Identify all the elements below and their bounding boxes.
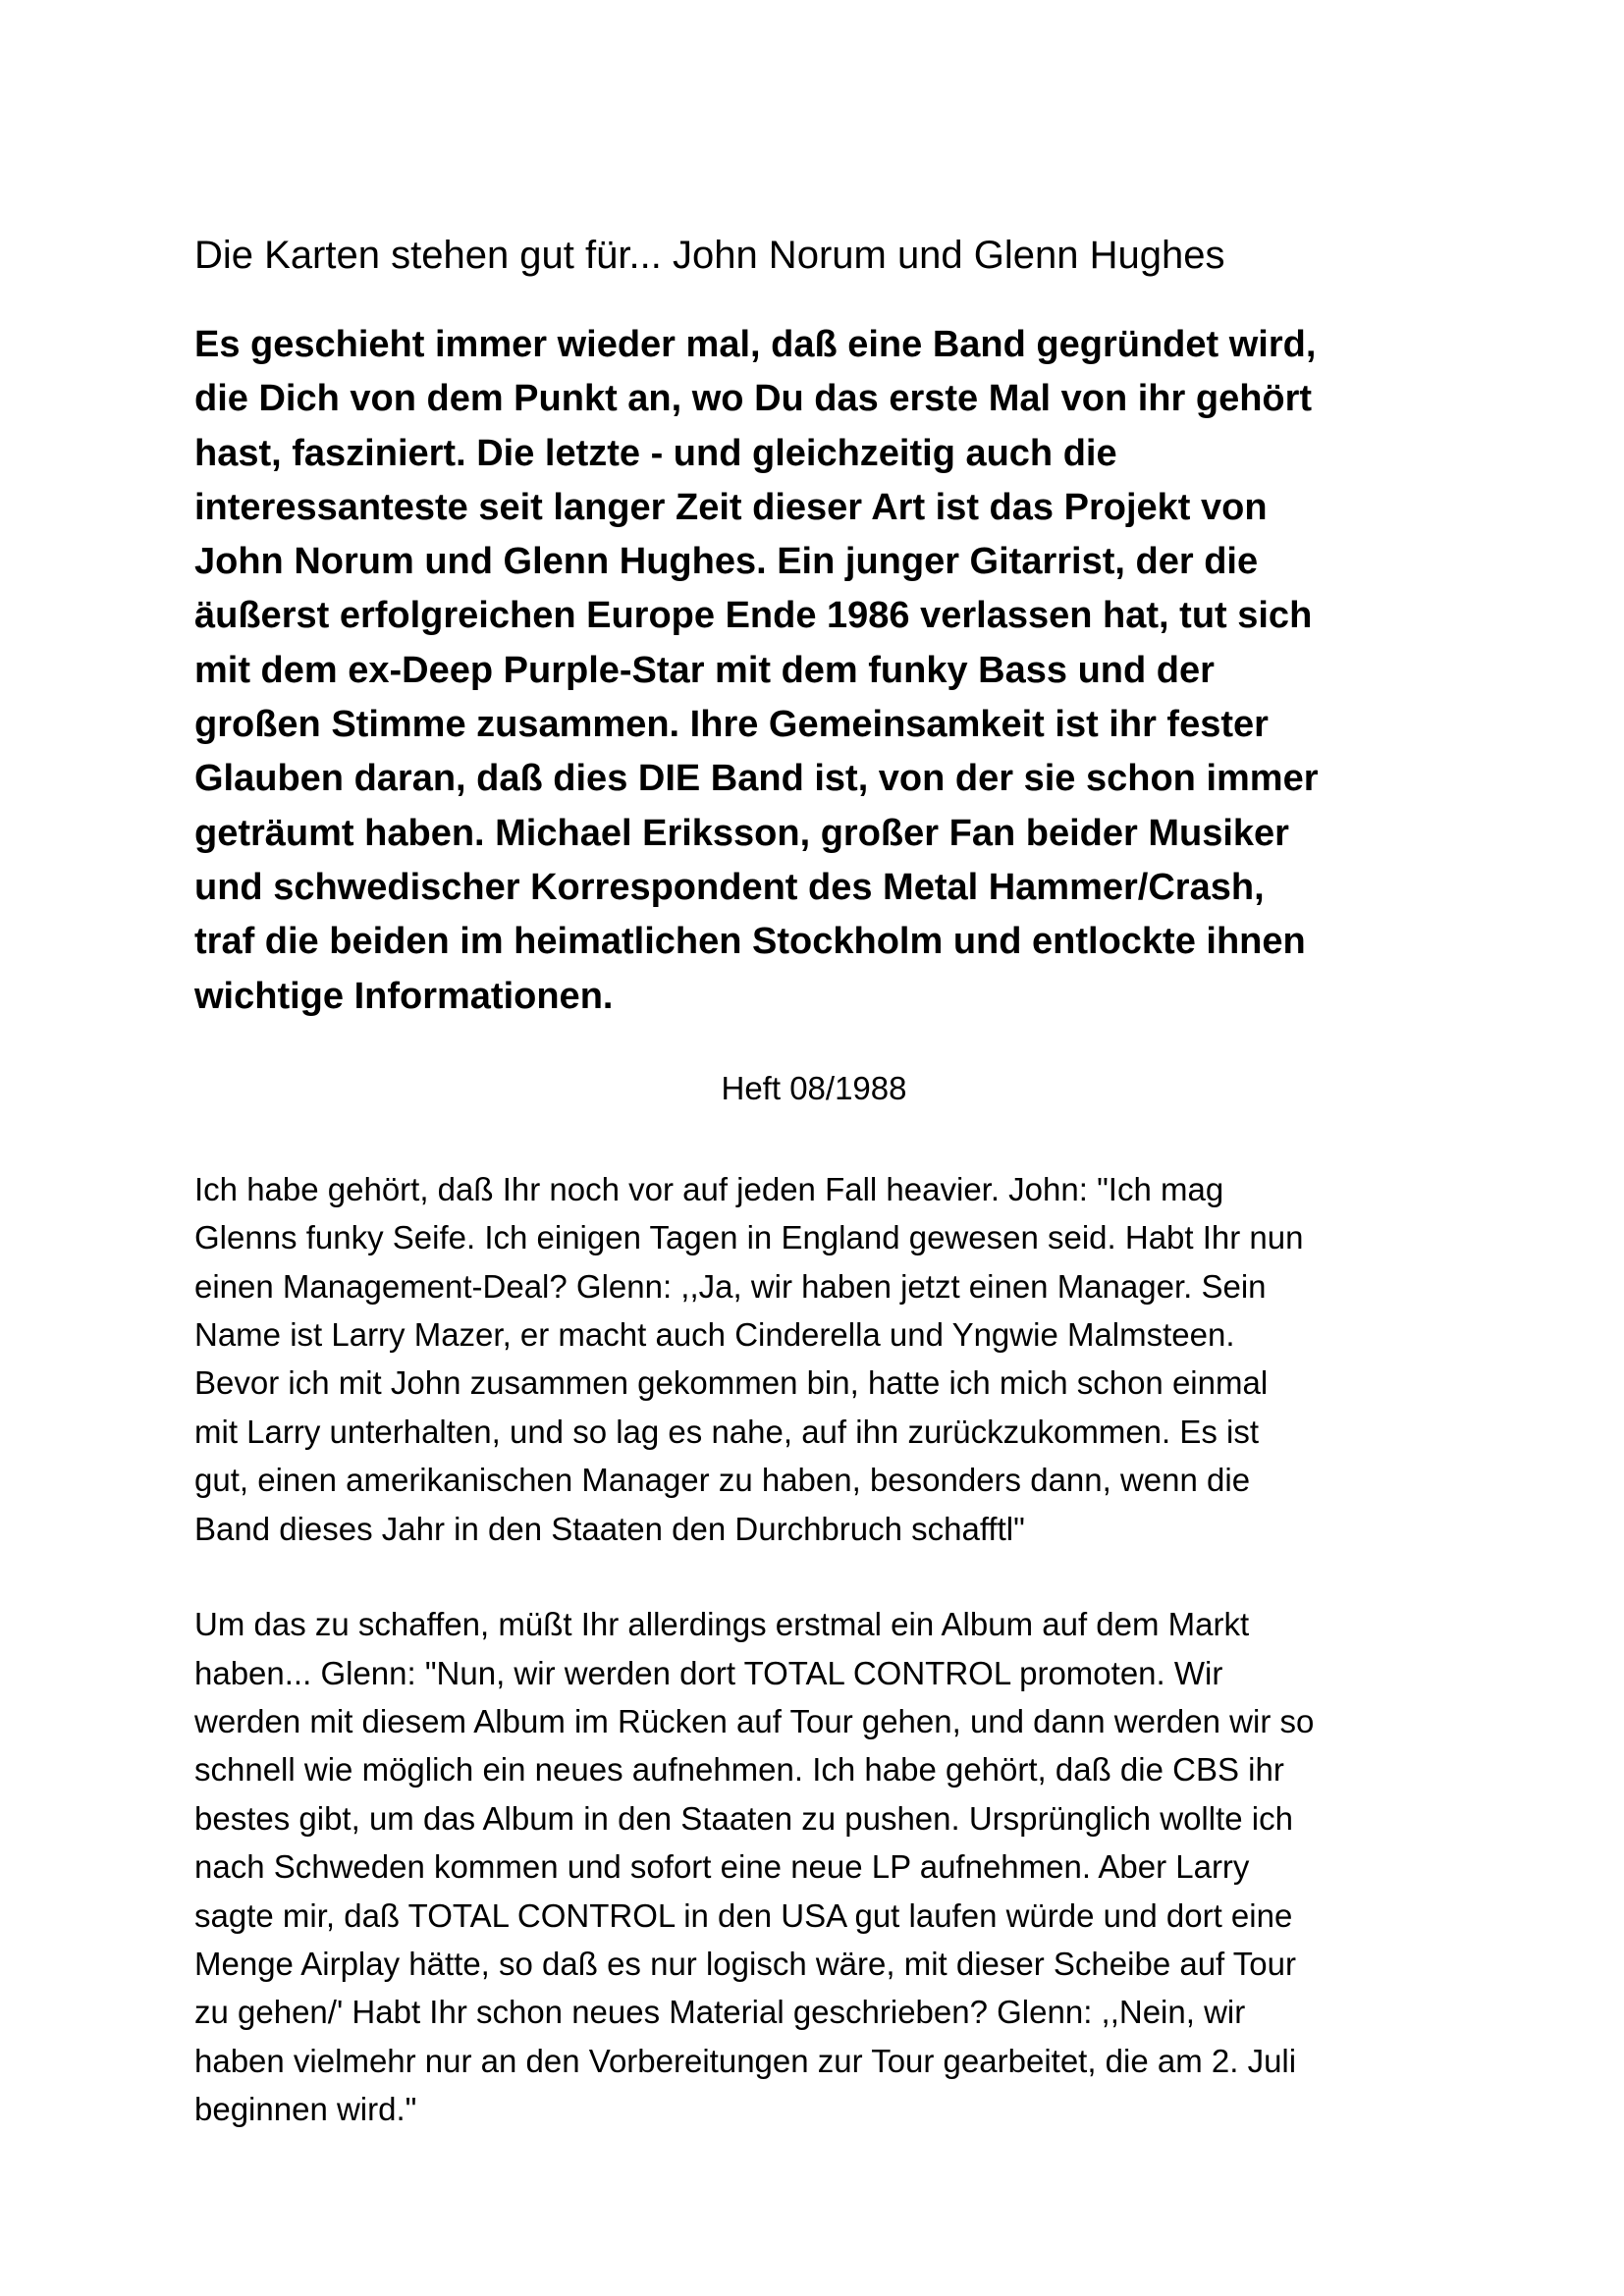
paragraph-line: bestes gibt, um das Album in den Staaten zu pushen. Ursprünglich wollte ich (194, 1799, 1293, 1837)
lead-line: geträumt haben. Michael Eriksson, großer Fan beider Musiker (194, 812, 1289, 854)
lead-line: Glauben daran, daß dies DIE Band ist, von der sie schon immer (194, 758, 1319, 800)
issue-label: Heft 08/1988 (721, 1069, 907, 1106)
paragraph-line: haben vielmehr nur an den Vorbereitungen zur Tour gearbeitet, die am 2. Juli (194, 2042, 1297, 2079)
body-paragraph-2 (194, 1600, 1434, 2133)
paragraph-line: Glenns funky Seife. Ich einigen Tagen in England gewesen seid. Habt Ihr nun (194, 1219, 1304, 1256)
paragraph-line: mit Larry unterhalten, und so lag es nahe, auf ihn zurückzukommen. Es ist (194, 1413, 1260, 1450)
paragraph-line: einen Management-Deal? Glenn: ,,Ja, wir haben jetzt einen Manager. Sein (194, 1267, 1267, 1305)
paragraph-line: werden mit diesem Album im Rücken auf Tour gehen, und dann werden wir so (194, 1702, 1315, 1739)
body-paragraph-1 (194, 1165, 1434, 1553)
paragraph-line: nach Schweden kommen und sofort eine neue LP aufnehmen. Aber Larry (194, 1848, 1250, 1886)
paragraph-line: Menge Airplay hätte, so daß es nur logisch wäre, mit dieser Scheibe auf Tour (194, 1945, 1296, 1982)
paragraph-line: haben... Glenn: "Nun, wir werden dort TOTAL CONTROL promoten. Wir (194, 1654, 1223, 1691)
paragraph-line: Um das zu schaffen, müßt Ihr allerdings erstmal ein Album auf dem Markt (194, 1606, 1250, 1643)
paragraph-line: beginnen wird." (194, 2091, 417, 2128)
article-lead (194, 318, 1434, 1024)
document-page (194, 226, 1434, 2134)
paragraph-line: schnell wie möglich ein neues aufnehmen. Ich habe gehört, daß die CBS ihr (194, 1751, 1284, 1789)
lead-line: die Dich von dem Punkt an, wo Du das erste Mal von ihr gehört (194, 378, 1313, 420)
paragraph-line: Bevor ich mit John zusammen gekommen bin, hatte ich mich schon einmal (194, 1364, 1269, 1402)
lead-line: äußerst erfolgreichen Europe Ende 1986 verlassen hat, tut sich (194, 595, 1313, 637)
article-title: Die Karten stehen gut für... John Norum und Glenn Hughes (194, 234, 1225, 277)
paragraph-line: Ich habe gehört, daß Ihr noch vor auf jeden Fall heavier. John: "Ich mag (194, 1170, 1224, 1207)
lead-line: mit dem ex-Deep Purple-Star mit dem funky Bass und der (194, 649, 1215, 691)
lead-line: großen Stimme zusammen. Ihre Gemeinsamkeit ist ihr fester (194, 704, 1269, 746)
paragraph-line: sagte mir, daß TOTAL CONTROL in den USA gut laufen würde und dort eine (194, 1896, 1293, 1934)
paragraph-line: Band dieses Jahr in den Staaten den Durchbruch schafftl" (194, 1510, 1025, 1547)
lead-line: interessanteste seit langer Zeit dieser Art ist das Projekt von (194, 486, 1268, 528)
lead-line: Es geschieht immer wieder mal, daß eine Band gegründet wird, (194, 324, 1317, 365)
lead-line: traf die beiden im heimatlichen Stockholm und entlockte ihnen (194, 921, 1306, 963)
lead-line: hast, fasziniert. Die letzte - und gleichzeitig auch die (194, 432, 1117, 474)
lead-line: John Norum und Glenn Hughes. Ein junger Gitarrist, der die (194, 541, 1259, 583)
lead-line: und schwedischer Korrespondent des Metal Hammer/Crash, (194, 866, 1265, 908)
paragraph-line: zu gehen/' Habt Ihr schon neues Material geschrieben? Glenn: ,,Nein, wir (194, 1994, 1246, 2031)
paragraph-line: gut, einen amerikanischen Manager zu haben, besonders dann, wenn die (194, 1462, 1251, 1499)
paragraph-line: Name ist Larry Mazer, er macht auch Cinderella und Yngwie Malmsteen. (194, 1316, 1235, 1354)
lead-line: wichtige Informationen. (194, 975, 614, 1017)
